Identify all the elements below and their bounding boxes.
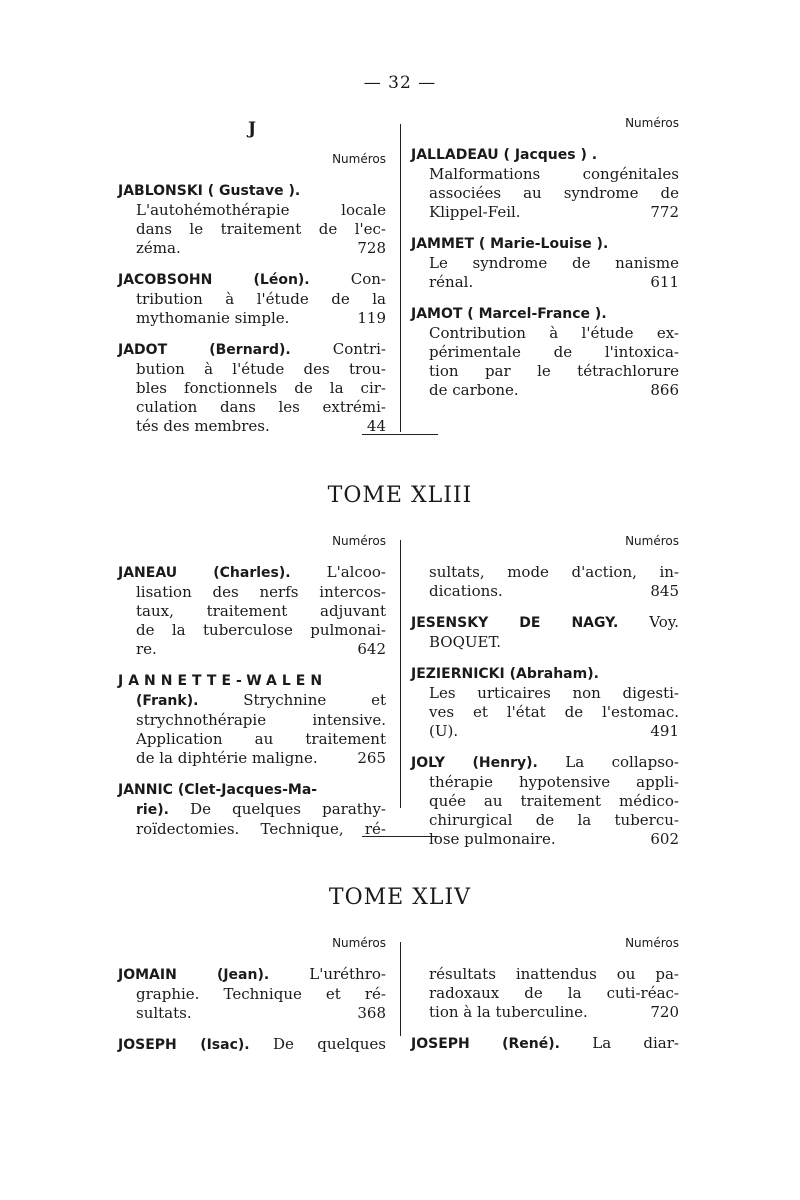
section-divider bbox=[362, 836, 438, 837]
entry-author: JOMAIN (Jean). bbox=[118, 967, 270, 983]
entry-number: 866 bbox=[650, 381, 679, 399]
index-entry: JABLONSKI ( Gustave ). L'autohémothérapie locale dans le traitement de l'ec- zéma. 728 bbox=[118, 183, 386, 257]
entry-number: 845 bbox=[650, 582, 679, 600]
tome-title: TOME XLIII bbox=[327, 483, 473, 508]
block3-right-column bbox=[411, 934, 679, 1066]
numeros-header: Numéros bbox=[332, 534, 386, 548]
index-entry: JAMMET ( Marie-Louise ). Le syndrome de nanisme rénal. 611 bbox=[411, 236, 679, 291]
entry-author: JANNETTE-WALEN bbox=[118, 673, 328, 689]
block3-vertical-rule bbox=[400, 942, 401, 1036]
entry-author: JACOBSOHN (Léon). bbox=[118, 272, 310, 288]
entry-author: JANEAU (Charles). bbox=[118, 565, 291, 581]
entry-author: JOSEPH (Isac). bbox=[118, 1037, 250, 1053]
entry-number: 119 bbox=[357, 309, 386, 327]
numeros-header: Numéros bbox=[625, 936, 679, 950]
index-entry: JESENSKY DE NAGY. Voy. BOQUET. bbox=[411, 613, 679, 651]
index-entry: JALLADEAU ( Jacques ) . Malformations congénitales associées au syndrome de Klippel-Feil. 772 bbox=[411, 147, 679, 221]
index-entry: JANNETTE-WALEN (Frank). Strychnine et strychnothérapie intensive. Application au traitement de la diphtérie maligne. 265 bbox=[118, 673, 386, 767]
index-entry: JOSEPH (Isac). De quelques bbox=[118, 1035, 386, 1053]
entry-number: 611 bbox=[650, 273, 679, 291]
entry-author: JESENSKY DE NAGY. bbox=[411, 615, 619, 631]
numeros-header: Numéros bbox=[332, 936, 386, 950]
entry-author: JOSEPH (René). bbox=[411, 1036, 560, 1052]
index-entry-continued: résultats inattendus ou pa- radoxaux de la cuti-réac- tion à la tuberculine. 720 bbox=[429, 965, 679, 1021]
section-divider bbox=[362, 434, 438, 435]
index-entry: JEZIERNICKI (Abraham). Les urticaires non digesti- ves et l'état de l'estomac. (U). 491 bbox=[411, 666, 679, 740]
section-letter: J bbox=[248, 119, 257, 139]
tome-title: TOME XLIV bbox=[328, 885, 472, 910]
entry-number: 265 bbox=[357, 749, 386, 767]
page-number: — 32 — bbox=[363, 73, 437, 93]
entry-number: 368 bbox=[357, 1004, 386, 1022]
index-entry: JANNIC (Clet-Jacques-Ma- rie). De quelques parathy- roïdectomies. Technique, ré- bbox=[118, 782, 386, 838]
index-entry: JOMAIN (Jean). L'uréthro- graphie. Technique et ré- sultats. 368 bbox=[118, 965, 386, 1022]
index-entry: JAMOT ( Marcel-France ). Contribution à l'étude ex- périmentale de l'intoxica- tion par le tétrachlorure de carbone. 866 bbox=[411, 306, 679, 399]
entry-number: 720 bbox=[650, 1003, 679, 1021]
block1-left-column bbox=[118, 150, 386, 448]
entry-author: JANNIC (Clet-Jacques-Ma- bbox=[118, 782, 318, 798]
entry-author: JAMOT ( Marcel-France ). bbox=[411, 306, 607, 322]
entry-author: JEZIERNICKI (Abraham). bbox=[411, 666, 599, 682]
entry-number: 602 bbox=[650, 830, 679, 848]
numeros-header: Numéros bbox=[625, 116, 679, 130]
entry-author: JAMMET ( Marie-Louise ). bbox=[411, 236, 609, 252]
index-entry: JADOT (Bernard). Contri- bution à l'étude des trou- bles fonctionnels de la cir- culation dans les extrémi- tés des membres. 44 bbox=[118, 340, 386, 435]
entry-author: JOLY (Henry). bbox=[411, 755, 538, 771]
index-entry: JOSEPH (René). La diar- bbox=[411, 1034, 679, 1052]
block1-vertical-rule bbox=[400, 124, 401, 432]
index-entry: JACOBSOHN (Léon). Con- tribution à l'étude de la mythomanie simple. 119 bbox=[118, 270, 386, 327]
entry-author: JALLADEAU ( Jacques ) . bbox=[411, 147, 598, 163]
entry-number: 44 bbox=[366, 417, 386, 435]
entry-number: 642 bbox=[357, 640, 386, 658]
index-entry-continued: sultats, mode d'action, in- dications. 845 bbox=[429, 563, 679, 600]
entry-number: 772 bbox=[650, 203, 679, 221]
entry-number: 491 bbox=[650, 722, 679, 740]
index-entry: JOLY (Henry). La collapso- thérapie hypotensive appli- quée au traitement médico- chirurgical de la tubercu- lose pulmonaire. 602 bbox=[411, 753, 679, 848]
entry-number: 728 bbox=[357, 239, 386, 257]
block2-vertical-rule bbox=[400, 540, 401, 808]
numeros-header: Numéros bbox=[332, 152, 386, 166]
block1-right-column bbox=[411, 114, 679, 412]
index-entry: JANEAU (Charles). L'alcoo- lisation des nerfs intercos- taux, traitement adjuvant de la tuberculose pulmonai- re. 642 bbox=[118, 563, 386, 658]
numeros-header: Numéros bbox=[625, 534, 679, 548]
block2-right-column bbox=[411, 532, 679, 861]
block2-left-column bbox=[118, 532, 386, 851]
block3-left-column bbox=[118, 934, 386, 1067]
entry-author: JADOT (Bernard). bbox=[118, 342, 291, 358]
entry-author: JABLONSKI ( Gustave ). bbox=[118, 183, 301, 199]
